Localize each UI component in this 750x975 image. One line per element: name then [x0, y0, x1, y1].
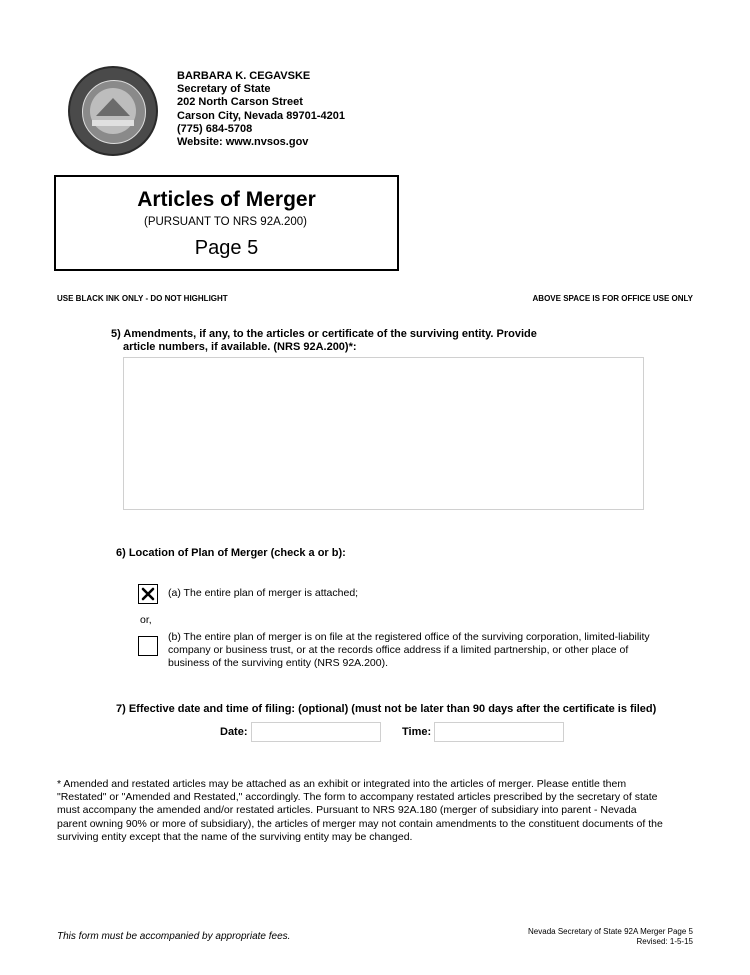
fees-note: This form must be accompanied by appropriate fees.: [57, 931, 291, 942]
footnote-line1: * Amended and restated articles may be attached as an exhibit or integrated into the articles of merger. Please entitle them: [57, 778, 627, 790]
date-label: Date:: [220, 726, 248, 738]
title-box: [54, 175, 399, 271]
agency-header: [177, 70, 345, 149]
form-subtitle: (PURSUANT TO NRS 92A.200): [144, 216, 307, 228]
date-input[interactable]: [251, 722, 381, 742]
footnote-line2: "Restated" or "Amended and Restated," accordingly. The form to accompany restated articles prescribed by the secretary of state: [57, 791, 658, 804]
checkmark-x-icon: [140, 586, 156, 602]
footnote: [57, 778, 663, 844]
amendments-textarea[interactable]: [123, 357, 644, 510]
section5-question: [111, 328, 537, 354]
page-number: Page 5: [194, 237, 259, 259]
section6-heading: 6) Location of Plan of Merger (check a or b):: [116, 547, 346, 559]
revised-date: Revised: 1-5-15: [636, 937, 693, 946]
or-label: or,: [140, 614, 152, 626]
form-id: Nevada Secretary of State 92A Merger Page 5: [528, 927, 693, 936]
state-seal: [70, 68, 156, 154]
website: Website: www.nvsos.gov: [177, 136, 309, 149]
footnote-line4: parent owning 90% or more of subsidiary), the articles of merger may not contain amendments to the constituent documents of the: [57, 817, 663, 830]
section7-heading: 7) Effective date and time of filing: (optional) (must not be later than 90 days after the certificate is filed): [116, 703, 657, 715]
form-identifier: [528, 927, 693, 947]
street-address: 202 North Carson Street: [177, 96, 303, 109]
option-b-line3: business of the surviving entity (NRS 92A.200).: [168, 657, 389, 669]
office-title: Secretary of State: [177, 83, 271, 96]
city-address: Carson City, Nevada 89701-4201: [177, 109, 345, 122]
section5-line1: 5) Amendments, if any, to the articles or certificate of the surviving entity. Provide: [111, 328, 537, 340]
time-label: Time:: [402, 726, 432, 738]
option-a-label: (a) The entire plan of merger is attached;: [168, 587, 359, 599]
option-b-line2: company or business trust, or at the records office address if a limited partnership, or other place of: [168, 644, 629, 656]
footnote-line3: must accompany the amended and/or restated articles. Pursuant to NRS 92A.180 (merger of subsidiary into parent - Nevada: [57, 804, 637, 817]
section5-line2: article numbers, if available. (NRS 92A.200)*:: [123, 341, 357, 353]
time-input[interactable]: [434, 722, 564, 742]
secretary-name: BARBARA K. CEGAVSKE: [177, 70, 311, 82]
form-title: Articles of Merger: [137, 188, 316, 211]
option-b-checkbox[interactable]: [138, 636, 158, 656]
footnote-line5: surviving entity except that the name of the surviving entity may be changed.: [57, 830, 413, 843]
ink-note: USE BLACK INK ONLY - DO NOT HIGHLIGHT: [57, 294, 228, 303]
option-b-line1: (b) The entire plan of merger is on file at the registered office of the surviving corporation, limited-liability: [168, 631, 650, 643]
phone-number: (775) 684-5708: [177, 122, 253, 135]
option-b-label: [168, 631, 650, 670]
office-use-note: ABOVE SPACE IS FOR OFFICE USE ONLY: [532, 294, 693, 303]
option-a-checkbox[interactable]: [138, 584, 158, 604]
